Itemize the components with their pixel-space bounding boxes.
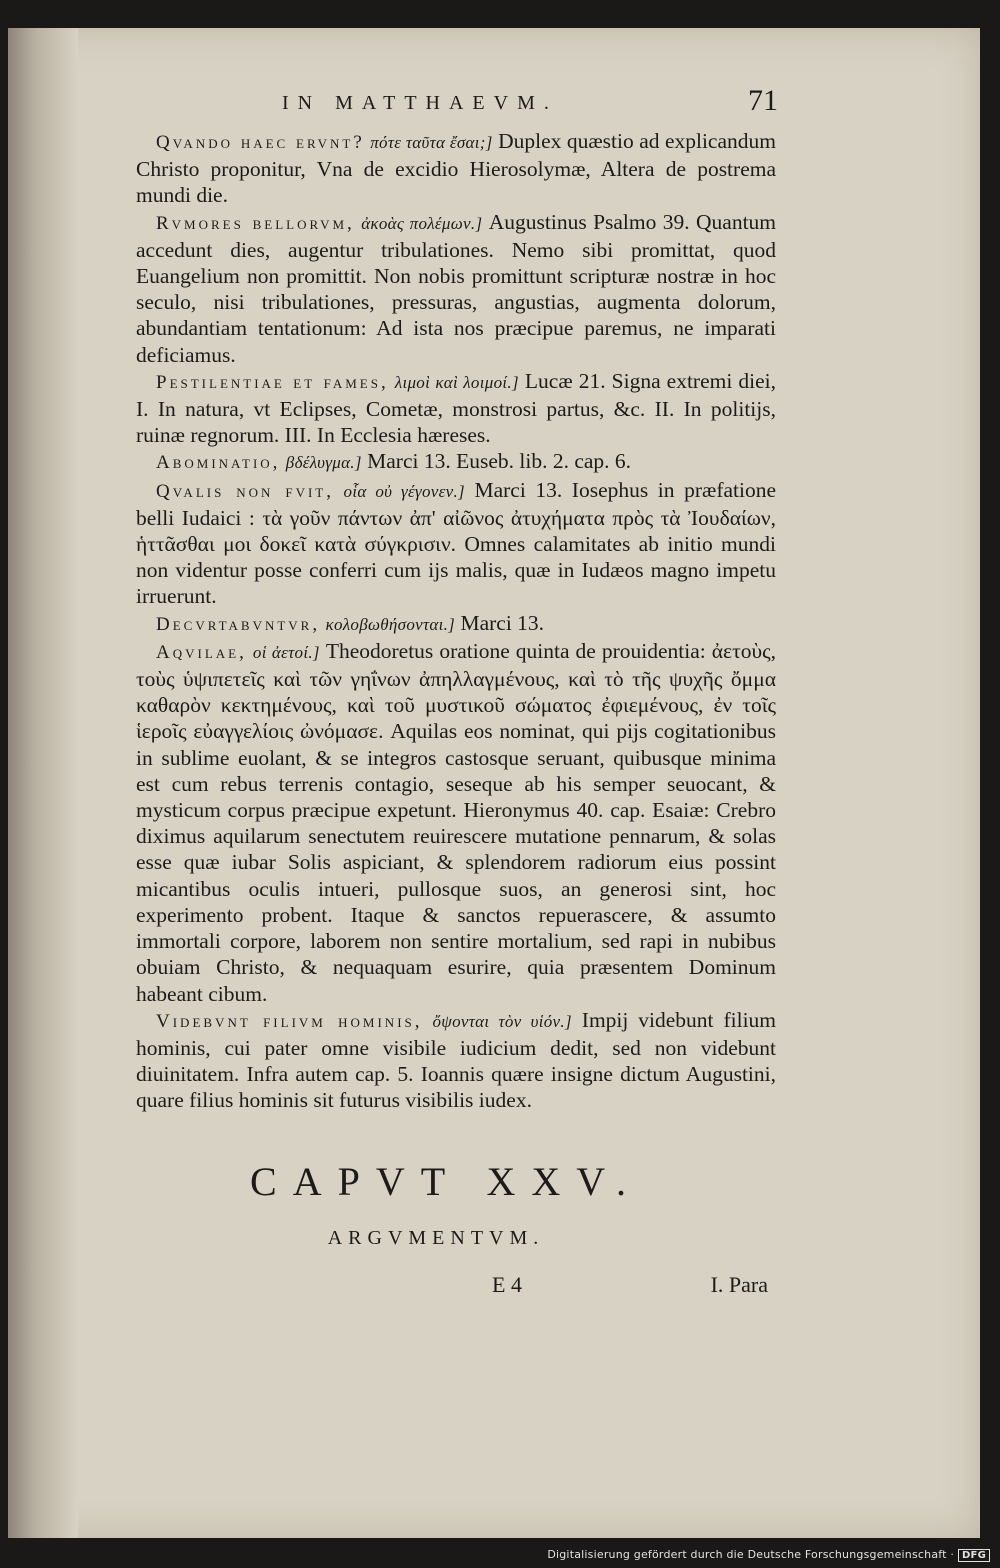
entry-greek: κολοβωθήσονται.] bbox=[325, 614, 456, 634]
entry-greek: ὄψονται τὸν υἱόν.] bbox=[432, 1011, 572, 1031]
page-footer bbox=[136, 1272, 776, 1312]
entry-text: Impij videbunt filium hominis, cui pater omne visibile iudicium dedit, sed non videbunt diuinitatem. Infra autem cap. 5. Ioannis quære insigne dictum Augustini, quare filius hominis sit futurus visibilis iudex. bbox=[136, 1007, 777, 1113]
entry-text: Augustinus Psalmo 39. Quantum accedunt dies, augentur tribulationes. Nemo sibi promittat, quod Euangelium non promittit. Non nobis promittunt scripturæ nostræ in hoc seculo, nisi tribulationes, pressuras, angustias, augmenta dolorum, abundantiam tentationum: Ad ista nos præcipue paremus, ne imparati deficiamus. bbox=[136, 209, 777, 367]
page-number: 71 bbox=[748, 84, 778, 117]
entry-lemma: Qvalis non fvit, bbox=[156, 480, 334, 502]
catchword: I. Para bbox=[710, 1271, 768, 1297]
chapter-argument-heading: ARGVMENTVM. bbox=[327, 1226, 545, 1249]
entry-text: Lucæ 21. Signa extremi diei, I. In natura, vt Eclipses, Cometæ, monstrosi partus, &c. II. In politijs, ruinæ regnorum. III. In Ecclesia hæreses. bbox=[136, 368, 776, 448]
book-page bbox=[8, 28, 980, 1538]
entry-text: Marci 13. Euseb. lib. 2. cap. 6. bbox=[361, 449, 632, 474]
credit-text: Digitalisierung gefördert durch die Deutsche Forschungsgemeinschaft · bbox=[547, 1548, 955, 1561]
text-block bbox=[136, 84, 778, 1312]
entry-text: Marci 13. Iosephus in præfatione belli Iudaici : τὰ γοῦν πάντων ἀπ' αἰῶνος ἀτυχήματα πρὸς τὰ Ἰουδαίων, ἡττᾶσθαι μοι δοκεῖ κατὰ σύγκρισιν. Omnes calamitates ab initio mundi non videntur posse conferri cum ijs malis, quæ in Iudæos magno impetu irruerunt. bbox=[136, 477, 777, 609]
entry-greek: λιμοὶ καὶ λοιμοί.] bbox=[394, 372, 519, 392]
entry-lemma: Rvmores bellorvm, bbox=[156, 212, 355, 234]
entry-greek: οἷα οὐ γέγονεν.] bbox=[343, 481, 465, 501]
entry-lemma: Videbvnt filivm hominis, bbox=[156, 1010, 423, 1032]
running-head bbox=[136, 84, 778, 128]
commentary-entry bbox=[136, 1007, 776, 1114]
dfg-logo-icon: DFG bbox=[958, 1549, 990, 1562]
entry-lemma: Aqvilae, bbox=[156, 641, 247, 663]
running-title: IN MATTHAEVM. bbox=[282, 92, 558, 114]
page-gutter-shadow bbox=[8, 28, 78, 1538]
entry-greek: βδέλυγμα.] bbox=[285, 453, 362, 473]
entry-text: Theodoretus oratione quinta de prouidentia: ἀετοὺς, τοὺς ὑψιπετεῖς καὶ τῶν γηΐνων ἀπηλλαγμένους, καὶ τὸ τῆς ψυχῆς ὄμμα καθαρὸν κεκτημένους, καὶ τοῦ μυστικοῦ σώματος ἐφιεμένους, ἐν τοῖς ἱεροῖς εὐαγγελίοις ὠνόμασε. Aquilas eos nominat, qui pijs cogitationibus in sublime euolant, & se integros castosque seruant, quibusque minima est cum rebus terrenis contagio, seseque ab his semper seuocant, & mysticum corpus præcipue expetunt. Hieronymus 40. cap. Esaiæ: Crebro diximus aquilarum senectutem reuirescere mutatione pennarum, & solas esse quæ iubar Solis aspiciant, & splendorem radiorum eius possint micantibus oculis intueri, pullosque suos, an generosi sint, hoc experimento probent. Itaque & sanctos repuerascere, & assumto immortali corpore, laborem non sentire mortalium, sed rapi in nubibus obuiam Christo, & nequaquam esurire, quia præsentem Dominum habeant cibum. bbox=[136, 638, 776, 1006]
commentary-entry bbox=[136, 610, 776, 638]
commentary-entry bbox=[136, 368, 776, 449]
entry-greek: ἀκοὰς πολέμων.] bbox=[361, 213, 483, 233]
entry-lemma: Pestilentiae et fames, bbox=[156, 371, 389, 393]
entry-text: Duplex quæstio ad explicandum Christo proponitur, Vna de excidio Hierosolymæ, Altera de postrema mundi die. bbox=[136, 129, 776, 208]
commentary-entry bbox=[136, 209, 776, 368]
entry-greek: πότε ταῦτα ἔσαι;] bbox=[370, 133, 493, 152]
commentary-entry bbox=[136, 448, 776, 476]
entry-lemma: Qvando haec ervnt? bbox=[156, 132, 365, 153]
entry-lemma: Decvrtabvntvr, bbox=[156, 613, 321, 635]
entry-greek: οἱ ἀετοί.] bbox=[252, 642, 320, 662]
commentary-entry bbox=[136, 477, 776, 610]
entry-lemma: Abominatio, bbox=[156, 452, 281, 474]
commentary-entry bbox=[136, 128, 776, 209]
signature-mark: E 4 bbox=[492, 1271, 522, 1297]
chapter-title: CAPVT XXV. bbox=[250, 1158, 642, 1204]
entry-text: Marci 13. bbox=[455, 610, 545, 635]
digitization-credit bbox=[547, 1548, 990, 1562]
commentary-entry bbox=[136, 638, 776, 1007]
